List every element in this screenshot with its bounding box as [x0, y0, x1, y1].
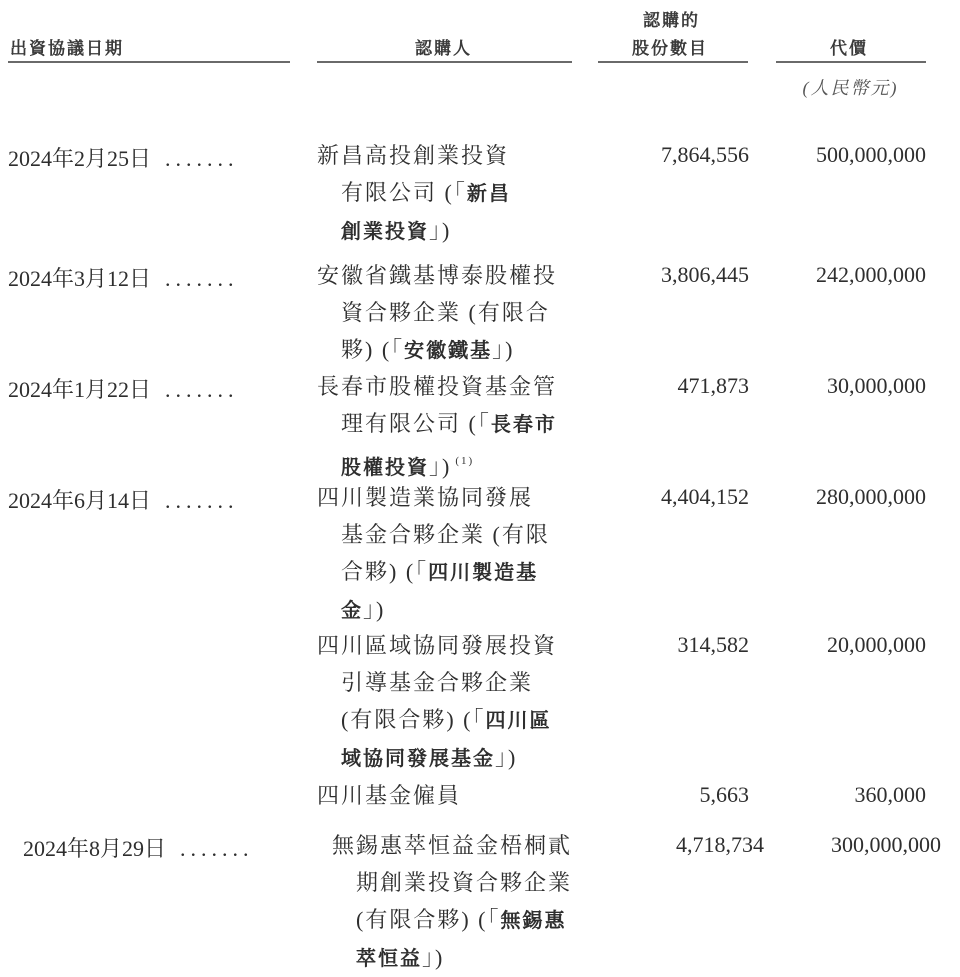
row-consideration: 300,000,000	[831, 832, 941, 857]
leader-dots: .......	[165, 377, 239, 402]
leader-dots: .......	[165, 266, 239, 291]
row-shares: 7,864,556	[661, 142, 749, 167]
row-subscriber: 新昌高投創業投資 有限公司 (「新昌 創業投資」)	[317, 143, 511, 243]
header-consideration-rule	[776, 61, 926, 63]
row-shares: 471,873	[677, 373, 749, 398]
header-date: 出資協議日期	[10, 39, 124, 59]
row-shares: 5,663	[699, 782, 749, 807]
row-date: 2024年1月22日 .......	[8, 377, 239, 402]
header-subscriber: 認購人	[415, 39, 472, 59]
leader-dots: .......	[165, 146, 239, 171]
row-subscriber: 安徽省鐵基博泰股權投 資合夥企業 (有限合 夥) (「安徽鐵基」)	[317, 263, 558, 362]
row-shares: 3,806,445	[661, 262, 749, 287]
row-date: 2024年2月25日 .......	[8, 146, 239, 171]
row-subscriber: 四川基金僱員	[317, 783, 462, 808]
header-date-rule	[8, 61, 290, 63]
row-date: 2024年6月14日 .......	[8, 488, 239, 513]
row-consideration: 30,000,000	[827, 373, 926, 398]
row-shares: 4,718,734	[676, 832, 764, 857]
header-shares-rule	[598, 61, 748, 63]
footnote-marker: (1)	[455, 455, 475, 467]
leader-dots: .......	[165, 488, 239, 513]
row-subscriber: 長春市股權投資基金管 理有限公司 (「長春市 股權投資」) $^{(1)}$	[317, 374, 558, 479]
header-consideration: 代價	[830, 39, 868, 59]
row-consideration: 280,000,000	[816, 484, 926, 509]
row-subscriber: 四川製造業協同發展 基金合夥企業 (有限 合夥) (「四川製造基 金」)	[317, 485, 550, 622]
row-consideration: 20,000,000	[827, 632, 926, 657]
row-consideration: 242,000,000	[816, 262, 926, 287]
row-consideration: 360,000	[854, 782, 926, 807]
row-consideration: 500,000,000	[816, 142, 926, 167]
row-shares: 314,582	[677, 632, 749, 657]
row-shares: 4,404,152	[661, 484, 749, 509]
row-date: 2024年3月12日 .......	[8, 266, 239, 291]
row-subscriber: 四川區域協同發展投資 引導基金合夥企業 (有限合夥) (「四川區 域協同發展基金」)	[317, 633, 558, 770]
header-shares-line1: 認購的	[643, 11, 700, 31]
header-consideration-unit: (人民幣元)	[802, 78, 899, 98]
header-shares-line2: 股份數目	[632, 39, 708, 59]
header-subscriber-rule	[317, 61, 572, 63]
row-date: 2024年8月29日 .......	[23, 836, 254, 861]
leader-dots: .......	[180, 836, 254, 861]
row-subscriber: 無錫惠萃恒益金梧桐貳 期創業投資合夥企業 (有限合夥) (「無錫惠 萃恒益」)	[332, 833, 573, 970]
